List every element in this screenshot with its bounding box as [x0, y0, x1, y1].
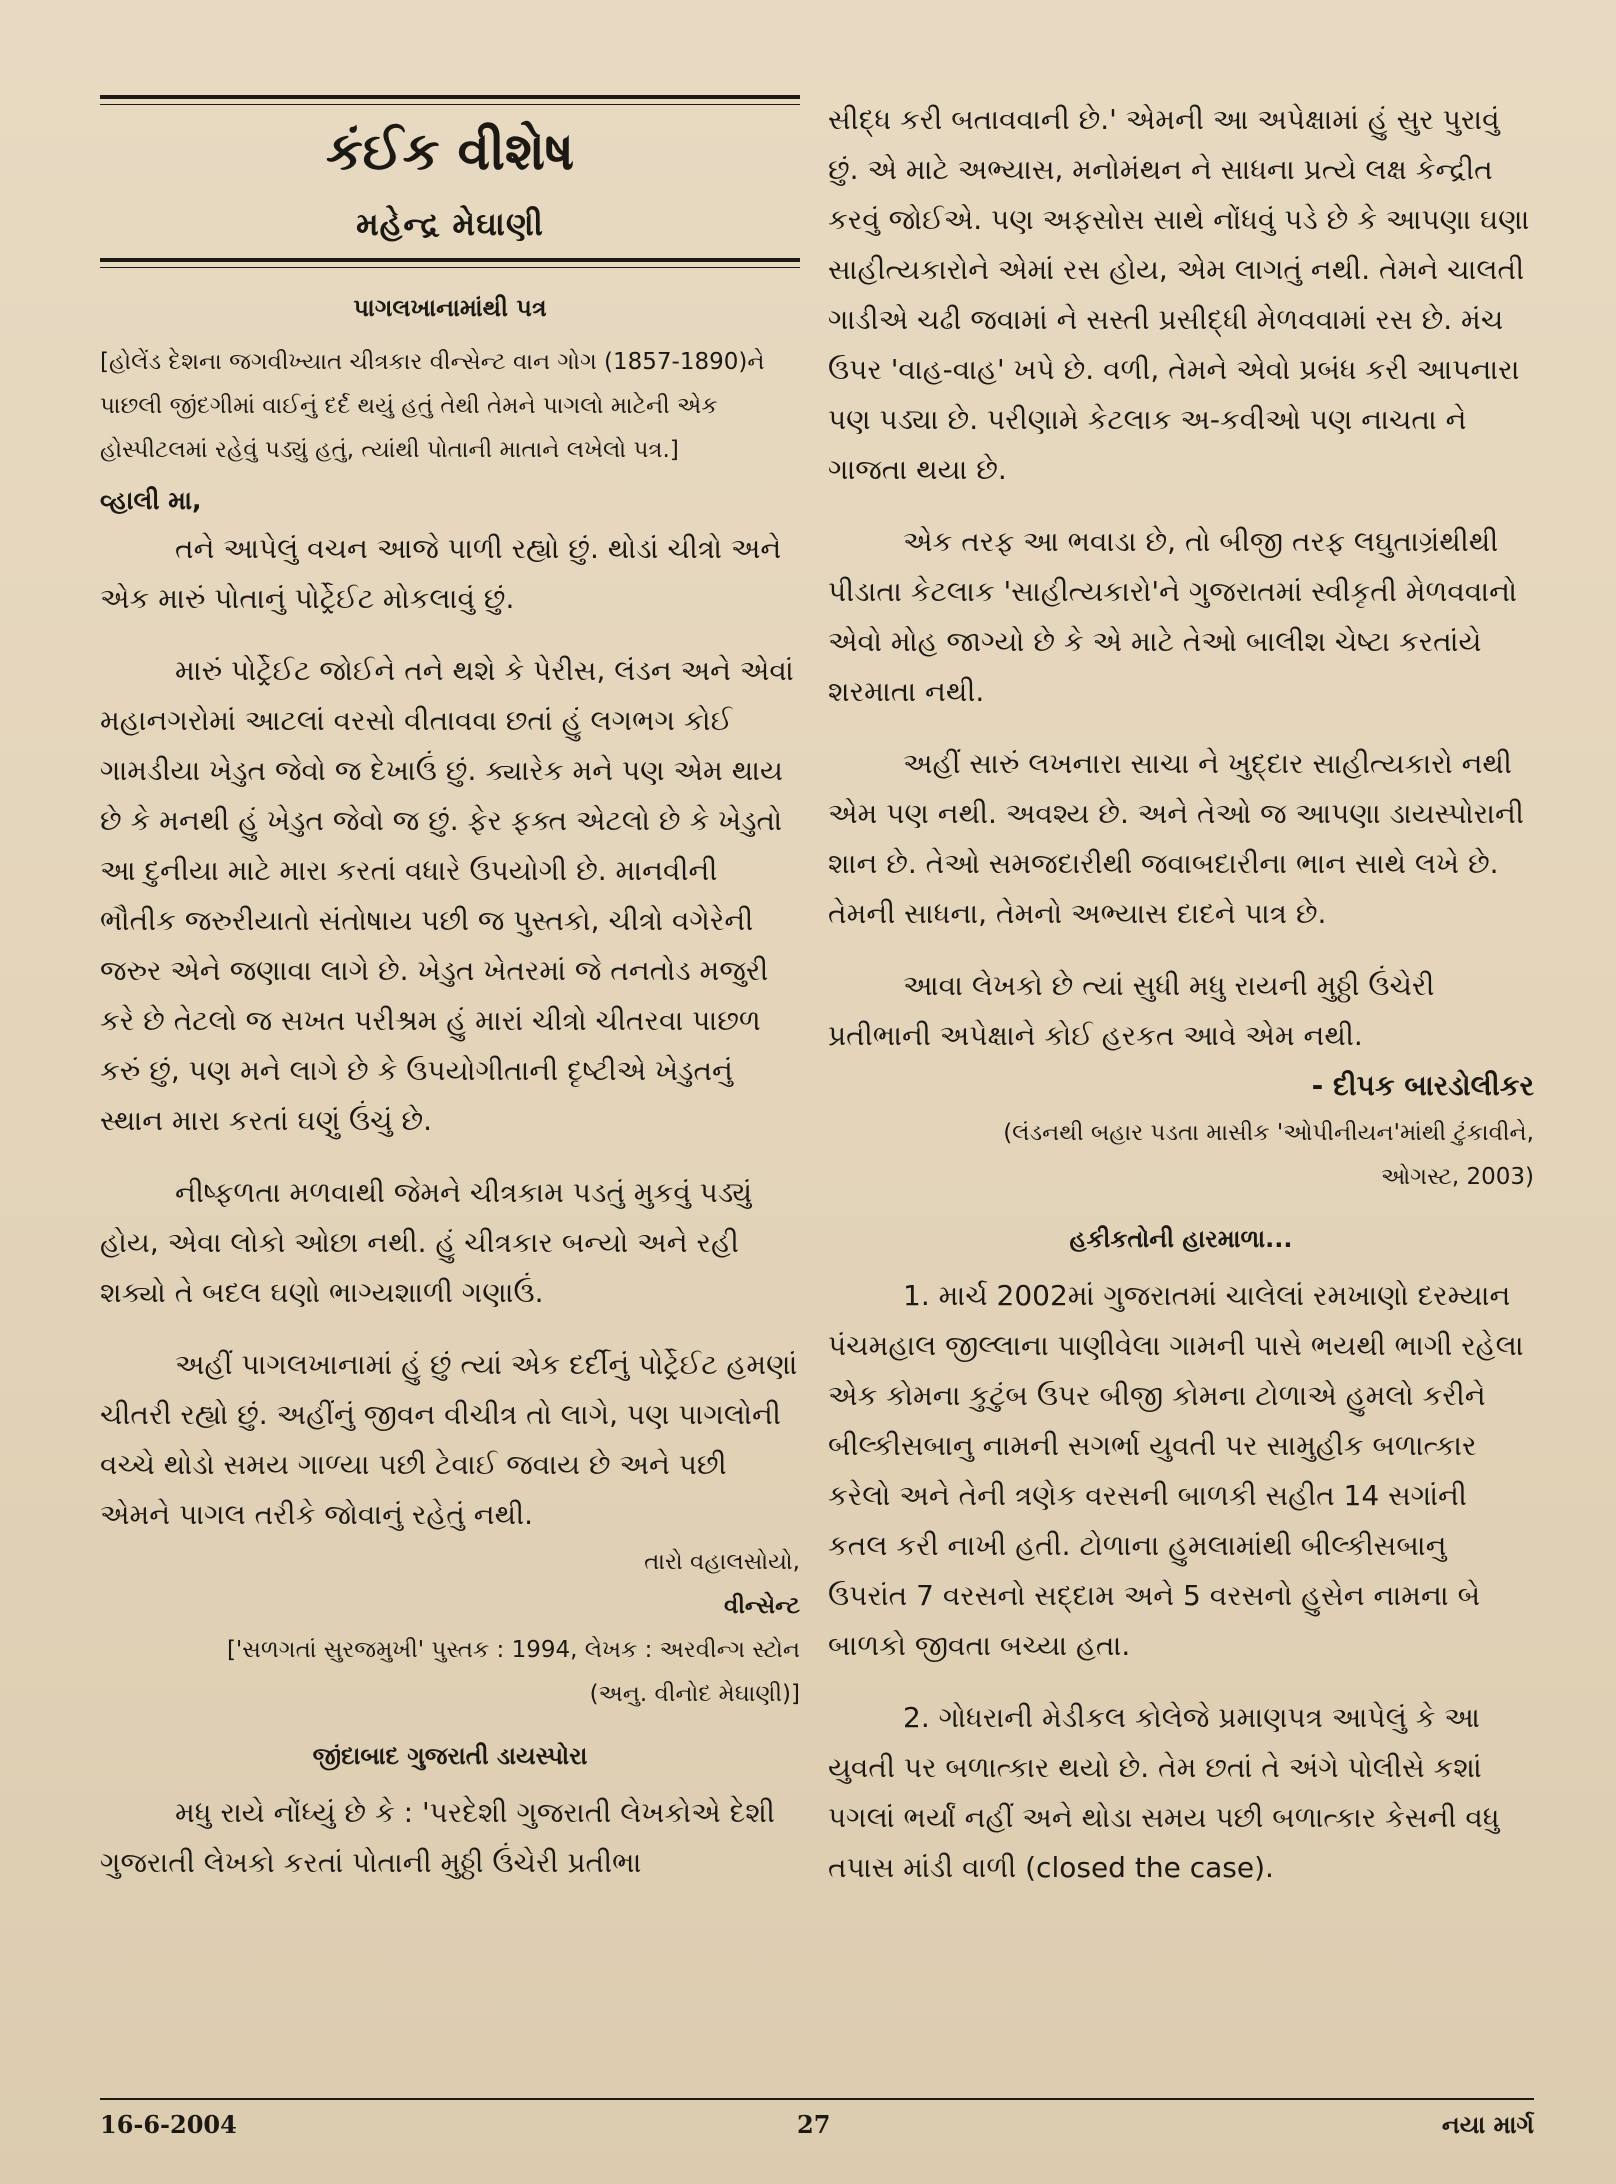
letter-salutation: વ્હાલી મા,: [100, 485, 202, 515]
diaspora-paragraph-continued: સીદ્ધ કરી બતાવવાની છે.' એમની આ અપેક્ષામાં હું સુર પુરાવું છું. એ માટે અભ્યાસ, મનોમંથન ને સાધના પ્રત્યે લક્ષ કેન્દ્રીત કરવું જોઈએ. પણ અફસોસ સાથે નોંધવું પડે છે કે આપણા ઘણા સાહીત્યકારોને એમાં રસ હોય, એમ લાગતું નથી. તેમને ચાલતી ગાડીએ ચઢી જવામાં ને સસ્તી પ્રસીદ્ધી મેળવવામાં રસ છે. મંચ ઉપર 'વાહ-વાહ' ખપે છે. વળી, તેમને એવો પ્રબંધ કરી આપનારા પણ પડ્યા છે. પરીણામે કેટલાક અ-કવીઓ પણ નાચતા ને ગાજતા થયા છે.: [828, 103, 1530, 486]
diaspora-source-date: ઓગસ્ટ, 2003): [1381, 1164, 1534, 1190]
diaspora-paragraph: એક તરફ આ ભવાડા છે, તો બીજી તરફ લઘુતાગ્રંથીથી પીડાતા કેટલાક 'સાહીત્યકારો'ને ગુજરાતમાં સ્વીકૃતી મેળવવાનો એવો મોહ જાગ્યો છે કે એ માટે તેઓ બાલીશ ચેષ્ટા કરતાંયે શરમાતા નથી.: [828, 525, 1517, 708]
letter-paragraph: અહીં પાગલખાનામાં હું છું ત્યાં એક દર્દીનું પોર્ટ્રેઈટ હમણાં ચીતરી રહ્યો છું. અહીંનું જીવન વીચીત્ર તો લાગે, પણ પાગલોની વચ્ચે થોડો સમય ગાળ્યા પછી ટેવાઈ જવાય છે અને પછી એમને પાગલ તરીકે જોવાનું રહેતું નથી.: [100, 1347, 798, 1531]
letter-closing: તારો વહાલસોયો,: [644, 1548, 800, 1575]
letter-paragraph: નીષ્ફળતા મળવાથી જેમને ચીત્રકામ પડતું મુકવું પડ્યું હોય, એવા લોકો ઓછા નથી. હું ચીત્રકાર બન્યો અને રહી શક્યો તે બદલ ઘણો ભાગ્યશાળી ગણાઉં.: [100, 1175, 752, 1309]
page-number: 27: [797, 2110, 831, 2139]
letter-source: ['સળગતાં સુરજમુખી' પુસ્તક : 1994, લેખક : અરવીન્ગ સ્ટોન: [226, 1636, 800, 1663]
footer-date: 16-6-2004: [100, 2110, 237, 2139]
column-masthead: [100, 105, 800, 258]
diaspora-paragraph: અહીં સારું લખનારા સાચા ને ખુદ્દાર સાહીત્યકારો નથી એમ પણ નથી. અવશ્ય છે. અને તેઓ જ આપણા ડાયસ્પોરાની શાન છે. તેઓ સમજદારીથી જવાબદારીના ભાન સાથે લખે છે. તેમની સાધના, તેમનો અભ્યાસ દાદને પાત્ર છે.: [828, 747, 1524, 930]
diaspora-signature: - દીપક બારડોલીકર: [1311, 1069, 1534, 1102]
publication-name: નયા માર્ગ: [1441, 2110, 1534, 2139]
facts-title: હકીકતોની હારમાળા...: [1069, 1225, 1293, 1253]
column-title: કંઈક વીશેષ: [325, 122, 575, 182]
right-column: [828, 95, 1534, 1893]
column-author: મહેન્દ્ર મેઘાણી: [356, 204, 544, 243]
facts-item: 2. ગોધરાની મેડીકલ કોલેજે પ્રમાણપત્ર આપેલું કે આ યુવતી પર બળાત્કાર થયો છે. તેમ છતાં તે અંગે પોલીસે કશાં પગલાં ભર્યાં નહીં અને થોડા સમય પછી બળાત્કાર કેસની વધુ તપાસ માંડી વાળી (closed the case).: [828, 1701, 1500, 1884]
diaspora-paragraph-start: મધુ રાયે નોંધ્યું છે કે : 'પરદેશી ગુજરાતી લેખકોએ દેશી ગુજરાતી લેખકો કરતાં પોતાની મુઠ્ઠી ઉંચેરી પ્રતીભા: [100, 1795, 775, 1879]
page-footer: [100, 2098, 1534, 2139]
letter-signature: વીન્સેન્ટ: [724, 1592, 800, 1619]
diaspora-source: (લંડનથી બહાર પડતા માસીક 'ઓપીનીયન'માંથી ટુંકાવીને,: [1003, 1120, 1534, 1146]
letter-intro: [હોલેંડ દેશના જગવીખ્યાત ચીત્રકાર વીન્સેન્ટ વાન ગોગ (1857-1890)ને પાછલી જીંદગીમાં વાઈનું દર્દ થયું હતું તેથી તેમને પાગલો માટેની એક હોસ્પીટલમાં રહેવું પડ્યું હતું, ત્યાંથી પોતાની માતાને લખેલો પત્ર.]: [100, 348, 765, 463]
masthead-top-rule: [100, 95, 800, 99]
diaspora-title: જીંદાબાદ ગુજરાતી ડાયસ્પોરા: [312, 1741, 588, 1770]
diaspora-paragraph: આવા લેખકો છે ત્યાં સુધી મધુ રાયની મુઠ્ઠી ઉંચેરી પ્રતીભાની અપેક્ષાને કોઈ હરકત આવે એમ નથી.: [828, 969, 1435, 1052]
masthead-bottom-rule-thin: [100, 267, 800, 268]
letter-title: પાગલખાનામાંથી પત્ર: [353, 293, 547, 322]
masthead-bottom-rule: [100, 258, 800, 262]
facts-item: 1. માર્ચ 2002માં ગુજરાતમાં ચાલેલાં રમખાણો દરમ્યાન પંચમહાલ જીલ્લાના પાણીવેલા ગામની પાસે ભયથી ભાગી રહેલા એક કોમના કુટુંબ ઉપર બીજી કોમના ટોળાએ હુમલો કરીને બીલ્કીસબાનુ નામની સગર્ભા યુવતી પર સામુહીક બળાત્કાર કરેલો અને તેની ત્રણેક વરસની બાળકી સહીત 14 સગાંની કતલ કરી નાખી હતી. ટોળાના હુમલામાંથી બીલ્કીસબાનુ ઉપરાંત 7 વરસનો સદ્દામ અને 5 વરસનો હુસેન નામના બે બાળકો જીવતા બચ્યા હતા.: [828, 1279, 1524, 1662]
left-column: [100, 95, 800, 1888]
letter-source-translator: (અનુ. વીનોદ મેઘાણી)]: [589, 1680, 800, 1707]
letter-paragraph: તને આપેલું વચન આજે પાળી રહ્યો છું. થોડાં ચીત્રો અને એક મારું પોતાનું પોર્ટ્રેઈટ મોકલાવું છું.: [100, 531, 782, 615]
letter-paragraph: મારું પોર્ટ્રેઈટ જોઈને તને થશે કે પેરીસ, લંડન અને એવાં મહાનગરોમાં આટલાં વરસો વીતાવવા છતાં હું લગભગ કોઈ ગામડીયા ખેડુત જેવો જ દેખાઉં છું. ક્યારેક મને પણ એમ થાય છે કે મનથી હું ખેડુત જેવો જ છું. ફેર ફક્ત એટલો છે કે ખેડુતો આ દુનીયા માટે મારા કરતાં વધારે ઉપયોગી છે. માનવીની ભૌતીક જરુરીયાતો સંતોષાય પછી જ પુસ્તકો, ચીત્રો વગેરેની જરુર એને જણાવા લાગે છે. ખેડુત ખેતરમાં જે તનતોડ મજુરી કરે છે તેટલો જ સખત પરીશ્રમ હું મારાં ચીત્રો ચીતરવા પાછળ કરું છું, પણ મને લાગે છે કે ઉપયોગીતાની દૃષ્ટીએ ખેડુતનું સ્થાન મારા કરતાં ઘણું ઉંચું છે.: [100, 653, 794, 1137]
